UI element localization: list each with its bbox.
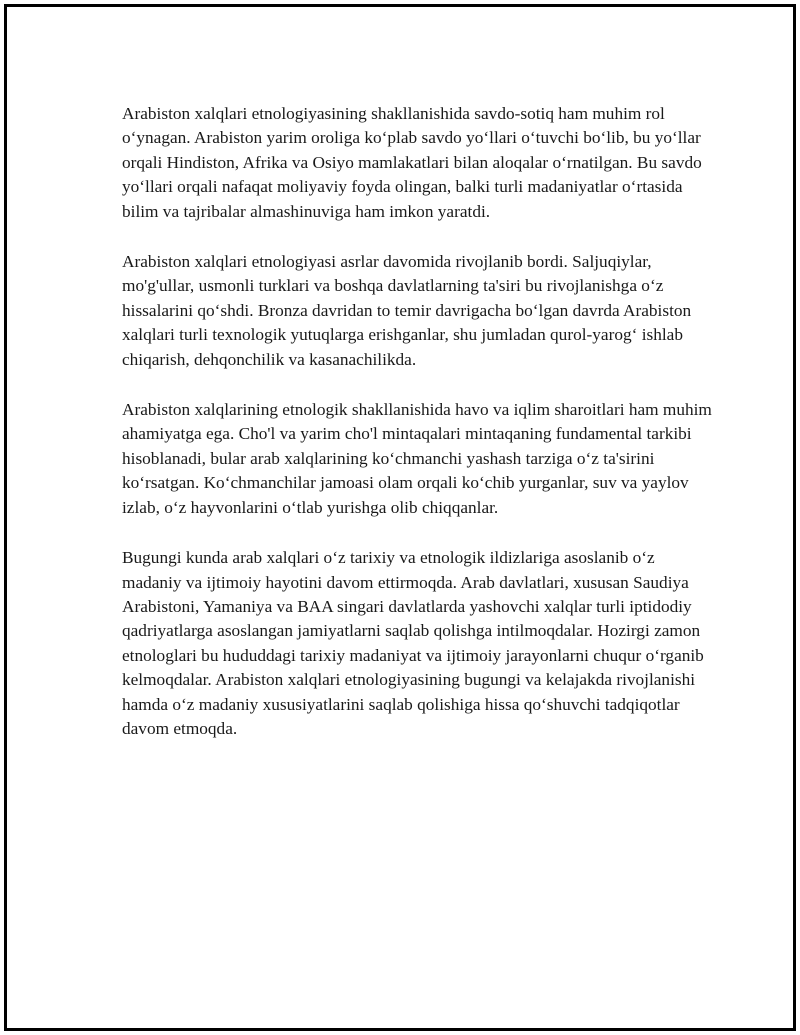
- page-frame: [4, 4, 796, 1031]
- paragraph-trade: Arabiston xalqlari etnologiyasining shakllanishida savdo-sotiq ham muhim rol o‘ynagan. Arabiston yarim oroliga ko‘plab savdo yo‘llari o‘tuvchi bo‘lib, bu yo‘llar orqali Hindiston, Afrika va Osiyo mamlakatlari bilan aloqalar o‘rnatilgan. Bu savdo yo‘llari orqali nafaqat moliyaviy foyda olingan, balki turli madaniyatlar o‘rtasida bilim va tajribalar almashinuviga ham imkon yaratdi.: [122, 104, 702, 221]
- document-body: [122, 102, 712, 767]
- paragraph-history: Arabiston xalqlari etnologiyasi asrlar davomida rivojlanib bordi. Saljuqiylar, mo'g'ullar, usmonli turklari va boshqa davlatlarning ta'siri bu rivojlanishga o‘z hissalarini qo‘shdi. Bronza davridan to temir davrigacha bo‘lgan davrda Arabiston xalqlari turli texnologik yutuqlarga erishganlar, shu jumladan qurol-yarog‘ ishlab chiqarish, dehqonchilik va kasanachilikda.: [122, 252, 692, 369]
- paragraph-today: Bugungi kunda arab xalqlari o‘z tarixiy va etnologik ildizlariga asoslanib o‘z madaniy va ijtimoiy hayotini davom ettirmoqda. Arab davlatlari, xususan Saudiya Arabistoni, Yamaniya va BAA singari davlatlarda yashovchi xalqlar turli iptidodiy qadriyatlarga asoslangan jamiyatlarni saqlab qolishga intilmoqdalar. Hozirgi zamon etnologlari bu hududdagi tarixiy madaniyat va ijtimoiy jarayonlarni chuqur o‘rganib kelmoqdalar. Arabiston xalqlari etnologiyasining bugungi va kelajakda rivojlanishi hamda o‘z madaniy xususiyatlarini saqlab qolishiga hissa qo‘shuvchi tadqiqotlar davom etmoqda.: [122, 548, 704, 738]
- paragraph-climate: Arabiston xalqlarining etnologik shakllanishida havo va iqlim sharoitlari ham muhim ahamiyatga ega. Cho'l va yarim cho'l mintaqalari mintaqaning fundamental tarkibi hisoblanadi, bular arab xalqlarining ko‘chmanchi yashash tarziga o‘z ta'sirini ko‘rsatgan. Ko‘chmanchilar jamoasi olam orqali ko‘chib yurganlar, suv va yaylov izlab, o‘z hayvonlarini o‘tlab yurishga olib chiqqanlar.: [122, 400, 712, 517]
